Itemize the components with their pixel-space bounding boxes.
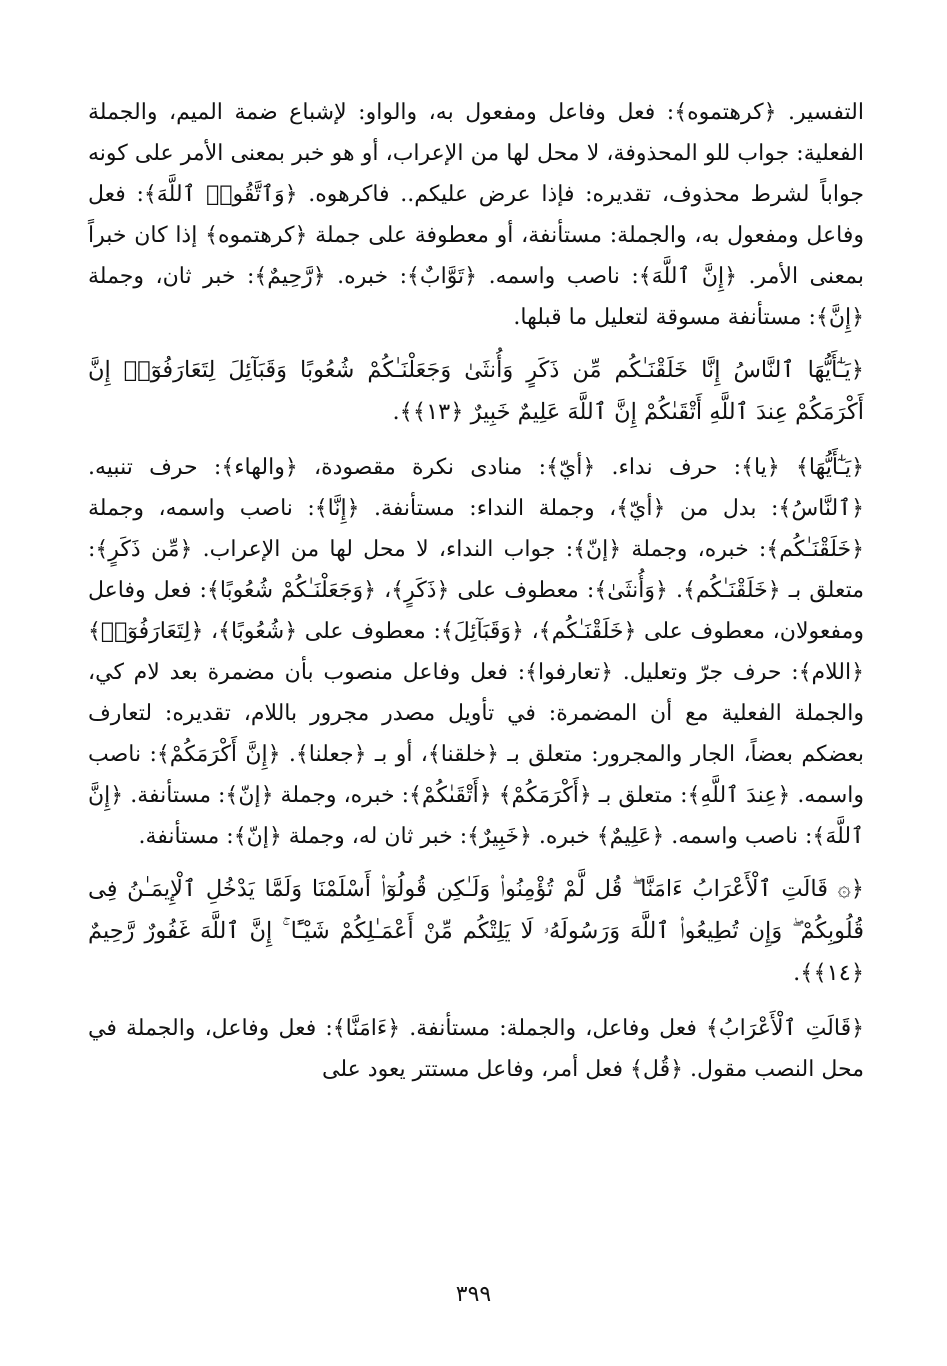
commentary-paragraph-2: ﴿يَـٰٓأَيُّهَا﴾ ﴿يا﴾: حرف نداء. ﴿أيّ﴾: منادى نكرة مقصودة، ﴿والهاء﴾: حرف تنبيه. ﴿ٱلنَّاسُ﴾: بدل من ﴿أيّ﴾، وجملة النداء: مستأنفة. ﴿إِنَّا﴾: ناصب واسمه، وجملة ﴿خَلَقْنَـٰكُم﴾: خبره، وجملة ﴿إنّ﴾: جواب النداء، لا محل لها من الإعراب. ﴿مِّن ذَكَرٍ﴾: متعلق بـ ﴿خَلَقْنَـٰكُم﴾. ﴿وَأُنثَىٰ﴾: معطوف على ﴿ذَكَرٍ﴾، ﴿وَجَعَلْنَـٰكُمْ شُعُوبًا﴾: فعل وفاعل ومفعولان، معطوف على ﴿خَلَقْنَـٰكُم﴾، ﴿وَقَبَآئِلَ﴾: معطوف على ﴿شُعُوبًا﴾، ﴿لِتَعَارَفُوٓا۟﴾ ﴿اللام﴾: حرف جرّ وتعليل. ﴿تعارفوا﴾: فعل وفاعل منصوب بأن مضمرة بعد لام كي، والجملة الفعلية مع أن المضمرة: في تأويل مصدر مجرور باللام، تقديره: لتعارف بعضكم بعضاً، الجار والمجرور: متعلق بـ ﴿خلقنا﴾، أو بـ ﴿جعلنا﴾. ﴿إِنَّ أَكْرَمَكُمْ﴾: ناصب واسمه. ﴿عِندَ ٱللَّهِ﴾: متعلق بـ ﴿أَكْرَمَكُمْ﴾ ﴿أَتْقَىٰكُمْ﴾: خبره، وجملة ﴿إنّ﴾: مستأنفة. ﴿إِنَّ ٱللَّهَ﴾: ناصب واسمه. ﴿عَلِيمٌ﴾ خبره. ﴿خَبِيرٌ﴾: خبر ثان له، وجملة ﴿إنّ﴾: مستأنفة. xyxy=(88,455,864,849)
quran-verse-14: ﴿۞ قَالَتِ ٱلْأَعْرَابُ ءَامَنَّا ۖ قُل لَّمْ تُؤْمِنُوا۟ وَلَـٰكِن قُولُوٓا۟ أَسْلَمْنَا وَلَمَّا يَدْخُلِ ٱلْإِيمَـٰنُ فِى قُلُوبِكُمْ ۖ وَإِن تُطِيعُوا۟ ٱللَّهَ وَرَسُولَهُۥ لَا يَلِتْكُم مِّنْ أَعْمَـٰلِكُمْ شَيْـًٔا ۚ إِنَّ ٱللَّهَ غَفُورٌ رَّحِيمٌ ﴿١٤﴾﴾. xyxy=(88,876,864,986)
commentary-paragraph-1: التفسير. ﴿كرهتموه﴾: فعل وفاعل ومفعول به، والواو: لإشباع ضمة الميم، والجملة الفعلية: جواب للو المحذوفة، لا محل لها من الإعراب، أو هو خبر بمعنى الأمر على كونه جواباً لشرط محذوف، تقديره: فإذا عرض عليكم.. فاكرهوه. ﴿وَٱتَّقُوا۟ ٱللَّهَ﴾: فعل وفاعل ومفعول به، والجملة: مستأنفة، أو معطوفة على جملة ﴿كرهتموه﴾ إذا كان خبراً بمعنى الأمر. ﴿إِنَّ ٱللَّهَ﴾: ناصب واسمه. ﴿تَوَّابٌ﴾: خبره. ﴿رَّحِيمٌ﴾: خبر ثان، وجملة ﴿إِنَّ﴾: مستأنفة مسوقة لتعليل ما قبلها. xyxy=(88,100,864,330)
page-number: ٣٩٩ xyxy=(455,1282,492,1307)
commentary-paragraph-3: ﴿قَالَتِ ٱلْأَعْرَابُ﴾ فعل وفاعل، والجملة: مستأنفة. ﴿ءَامَنَّا﴾: فعل وفاعل، والجملة في محل النصب مقول. ﴿قُل﴾ فعل أمر، وفاعل مستتر يعود على xyxy=(88,1016,864,1082)
quran-verse-13: ﴿يَـٰٓأَيُّهَا ٱلنَّاسُ إِنَّا خَلَقْنَـٰكُم مِّن ذَكَرٍ وَأُنثَىٰ وَجَعَلْنَـٰكُمْ شُعُوبًا وَقَبَآئِلَ لِتَعَارَفُوٓا۟ إِنَّ أَكْرَمَكُمْ عِندَ ٱللَّهِ أَتْقَىٰكُمْ إِنَّ ٱللَّهَ عَلِيمٌ خَبِيرٌ ﴿١٣﴾﴾. xyxy=(88,357,864,425)
page-body xyxy=(88,92,864,1322)
